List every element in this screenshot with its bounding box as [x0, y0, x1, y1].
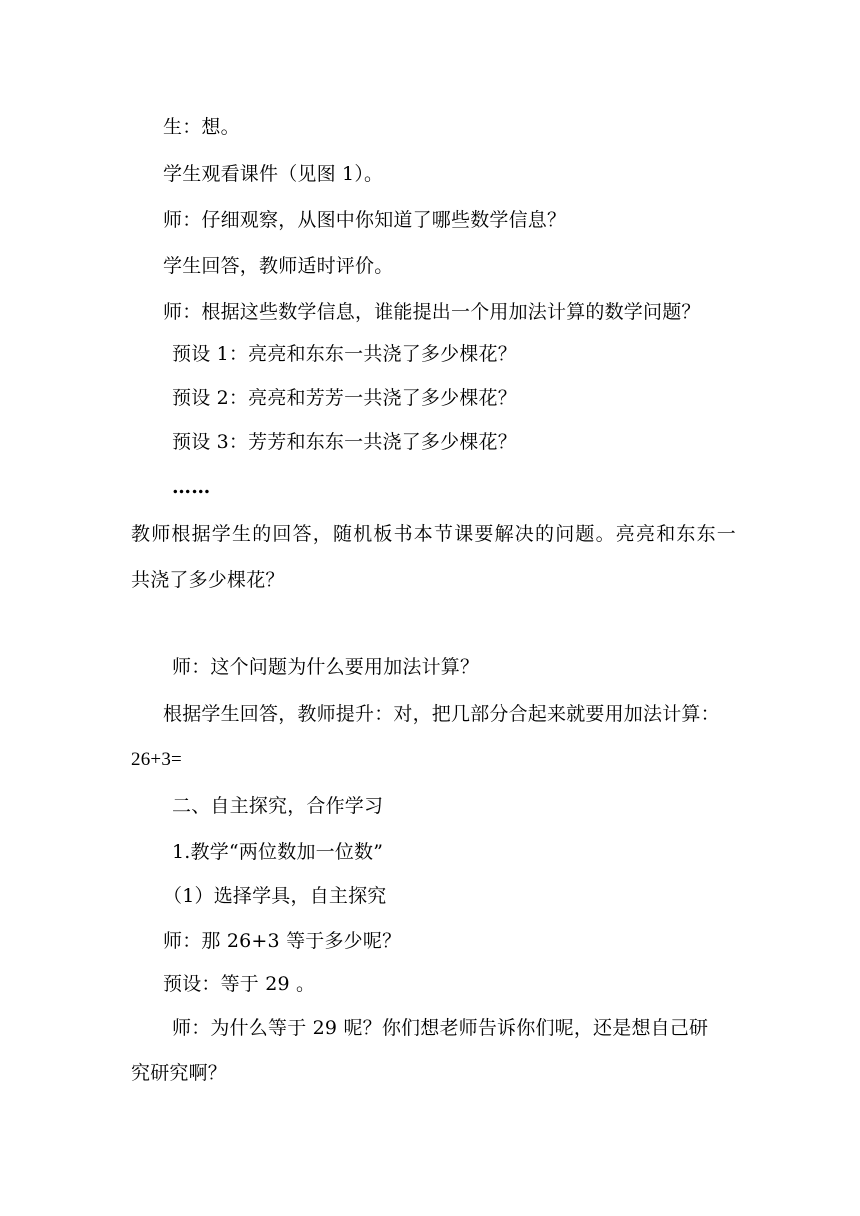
text-line: （1）选择学具，自主探究 [163, 885, 387, 907]
ellipsis-line: …… [172, 476, 211, 498]
subsection-heading: 1.教学“两位数加一位数” [172, 841, 384, 863]
text-line: 学生观看课件（见图 1）。 [163, 163, 384, 185]
text-line: 师：仔细观察，从图中你知道了哪些数学信息？ [163, 209, 567, 231]
text-line: 师：根据这些数学信息，谁能提出一个用加法计算的数学问题？ [163, 301, 701, 323]
text-line: 学生回答，教师适时评价。 [163, 255, 394, 277]
text-line: 预设：等于 29 。 [163, 973, 316, 995]
text-line: 根据学生回答，教师提升：对，把几部分合起来就要用加法计算： [163, 703, 720, 725]
text-line: 26+3= [131, 749, 182, 770]
text-line: 师：这个问题为什么要用加法计算？ [172, 656, 480, 678]
section-heading: 二、自主探究，合作学习 [172, 795, 384, 817]
text-line: 共浇了多少棵花？ [131, 569, 285, 591]
text-line: 预设 3：芳芳和东东一共浇了多少棵花？ [172, 431, 517, 453]
text-line: 教师根据学生的回答，随机板书本节课要解决的问题。亮亮和东东一 [131, 523, 738, 545]
text-line: 预设 1：亮亮和东东一共浇了多少棵花？ [172, 343, 517, 365]
text-line: 师：为什么等于 29 呢？你们想老师告诉你们呢，还是想自己研 [172, 1017, 709, 1039]
text-line: 究研究啊？ [131, 1062, 228, 1084]
text-line: 生：想。 [163, 116, 240, 138]
text-line: 师：那 26+3 等于多少呢？ [163, 930, 402, 952]
text-line: 预设 2：亮亮和芳芳一共浇了多少棵花？ [172, 387, 517, 409]
